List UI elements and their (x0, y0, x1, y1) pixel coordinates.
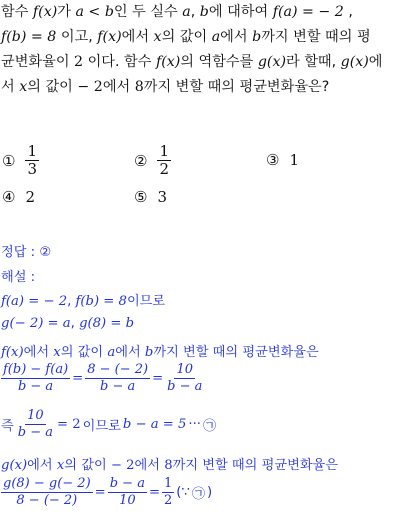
solution-step-2 (1, 316, 399, 331)
fraction-substituted (85, 362, 150, 395)
problem-text: 함수 (1, 4, 33, 20)
reference-mark: ㉠ (202, 419, 217, 434)
problem-text: 가 (57, 4, 76, 20)
solution-text: 까지 변할 때의 평균변화율은 (153, 345, 319, 360)
math-gx: g(x) (1, 458, 28, 473)
fraction-10-over-b-minus-a (16, 408, 55, 441)
solution-step-7 (1, 476, 399, 509)
fraction-numerator: 10 (27, 408, 44, 423)
fraction-denominator: b − a (17, 379, 54, 394)
fraction-b-minus-a-over-10 (108, 476, 147, 509)
choice-value: 1 (289, 151, 299, 169)
math-neg2: − 2 (77, 79, 103, 95)
fraction-denominator: 2 (159, 160, 169, 178)
closing-paren: ) (207, 485, 213, 500)
solution-step-4 (1, 362, 399, 395)
problem-text: 이고, (56, 29, 98, 45)
equals-sign: = (72, 371, 84, 386)
math-fb: f(b) = 8 (75, 294, 127, 309)
math-fa: f(a) = − 2 (1, 294, 68, 309)
solution-text: 이므로 (82, 419, 121, 434)
math-equals-2: = 2 (56, 417, 81, 432)
math-a: a (211, 29, 221, 45)
fraction-numerator: 10 (176, 362, 194, 377)
solution-text: 에서 (134, 458, 165, 473)
because-symbol: (∵ (176, 485, 190, 500)
choice-2[interactable] (134, 143, 171, 178)
solution-text: 에서 (115, 345, 145, 360)
equals-sign: = (152, 371, 164, 386)
choice-fraction (157, 143, 171, 178)
fraction-denominator: b − a (100, 379, 136, 394)
problem-text: 에서 (102, 79, 135, 95)
problem-text: , (343, 4, 353, 20)
solution-step-3 (1, 341, 399, 360)
solution-text: 의 값이 (60, 345, 108, 360)
math-neg2: − 2 (110, 458, 135, 473)
solution-text: 에서 (23, 345, 54, 360)
math-x: x (56, 458, 65, 473)
choice-fraction (25, 143, 39, 178)
solution-step-1 (1, 290, 399, 309)
fraction-numerator: 1 (164, 476, 173, 491)
fraction-denominator: b − a (17, 425, 53, 440)
fraction-denominator: 10 (119, 493, 136, 508)
problem-text: 인 두 실수 (113, 4, 183, 20)
problem-text: 이다. 함수 (83, 54, 156, 70)
choice-marker: ② (134, 151, 148, 170)
math-8: 8 (134, 79, 144, 95)
ellipsis: ··· (188, 417, 201, 432)
problem-text: 에 대하여 (208, 4, 273, 20)
problem-text: 까지 변할 때의 평균변화율은? (143, 79, 330, 95)
solution-text: 에서 (27, 458, 57, 473)
math-fb: f(b) = 8 (1, 29, 57, 45)
fraction-denominator: 2 (164, 493, 173, 508)
math-b-minus-a: b − a = 5 (122, 417, 187, 432)
problem-text: 에서 (121, 29, 154, 45)
math-fa: f(a) = − 2 (272, 4, 344, 20)
choice-marker: ③ (266, 151, 280, 169)
answer-line (1, 241, 399, 260)
problem-text: 에 (368, 54, 383, 70)
problem-text: 균변화율이 (1, 54, 75, 70)
fraction-denominator: 8 − (− 2) (16, 493, 78, 508)
fraction-numerator: f(b) − f(a) (3, 362, 69, 377)
choice-5[interactable] (134, 188, 167, 206)
problem-text: 에서 (220, 29, 253, 45)
fraction-numerator: 8 − (− 2) (87, 362, 149, 377)
answer-label: 정답 : (1, 245, 40, 260)
fraction-numerator: 1 (159, 142, 169, 160)
math-b: b (252, 29, 262, 45)
problem-text: 라 할때, (285, 54, 341, 70)
problem-text: 까지 변할 때의 평 (261, 29, 371, 45)
problem-line-2 (1, 25, 399, 50)
solution-text: , (70, 316, 80, 331)
problem-text: 서 (1, 79, 20, 95)
problem-line-4 (1, 75, 399, 100)
problem-line-3 (1, 50, 399, 75)
solution-text: 까지 변할 때의 평균변화율은 (172, 458, 339, 473)
solution-text: 의 값이 (64, 458, 111, 473)
math-gx: g(x) (340, 54, 369, 70)
problem-text: 의 역함수를 (180, 54, 258, 70)
math-x: x (53, 345, 61, 360)
math-x: x (153, 29, 162, 45)
fraction-denominator: 3 (27, 160, 37, 178)
problem-statement (1, 0, 399, 100)
math-g-neg2: g(− 2) = a (1, 316, 71, 331)
choice-marker: ① (2, 151, 16, 170)
choice-3[interactable] (266, 151, 299, 169)
choice-marker: ④ (2, 188, 16, 206)
problem-text: 의 값이 (161, 29, 212, 45)
math-fx: f(x) (1, 345, 24, 360)
solution-step-5 (1, 408, 399, 441)
choice-value: 2 (25, 188, 35, 206)
solution-step-6 (1, 454, 399, 473)
fraction-numerator: 1 (27, 142, 37, 160)
problem-text: , (190, 4, 200, 20)
choice-4[interactable] (2, 188, 35, 206)
math-b: b (144, 345, 154, 360)
math-g8: g(8) = b (79, 316, 135, 331)
answer-value: ② (39, 245, 52, 260)
math-a-lt-b: a < b (75, 4, 114, 20)
explanation-label (1, 266, 399, 285)
equals-sign: = (148, 485, 161, 500)
solution-text: 이므로 (126, 294, 166, 309)
equals-sign: = (94, 485, 106, 500)
math-fx: f(x) (32, 4, 58, 20)
reference-mark: ㉠ (191, 487, 206, 502)
math-fx: f(x) (97, 29, 122, 45)
math-x: x (19, 79, 28, 95)
choice-marker: ⑤ (134, 188, 148, 206)
math-fx: f(x) (155, 54, 181, 70)
problem-line-1 (1, 0, 399, 25)
math-2: 2 (74, 54, 84, 70)
math-a: a (182, 4, 191, 20)
fraction-one-half (162, 476, 174, 509)
math-b: b (199, 4, 209, 20)
fraction-avg-rate-f (1, 362, 70, 395)
solution-text: , (67, 294, 76, 309)
fraction-simplified (165, 362, 204, 395)
math-a: a (107, 345, 116, 360)
explanation-heading: 해설 : (1, 270, 36, 285)
fraction-numerator: b − a (109, 476, 145, 491)
fraction-denominator: b − a (167, 379, 203, 394)
choice-1[interactable] (2, 143, 39, 178)
fraction-numerator: g(8) − g(− 2) (3, 476, 91, 491)
fraction-avg-rate-g (1, 476, 93, 509)
solution-text: 즉 (1, 419, 14, 434)
math-8: 8 (164, 458, 173, 473)
problem-text: 의 값이 (27, 79, 78, 95)
math-gx: g(x) (257, 54, 286, 70)
choice-value: 3 (157, 188, 167, 206)
